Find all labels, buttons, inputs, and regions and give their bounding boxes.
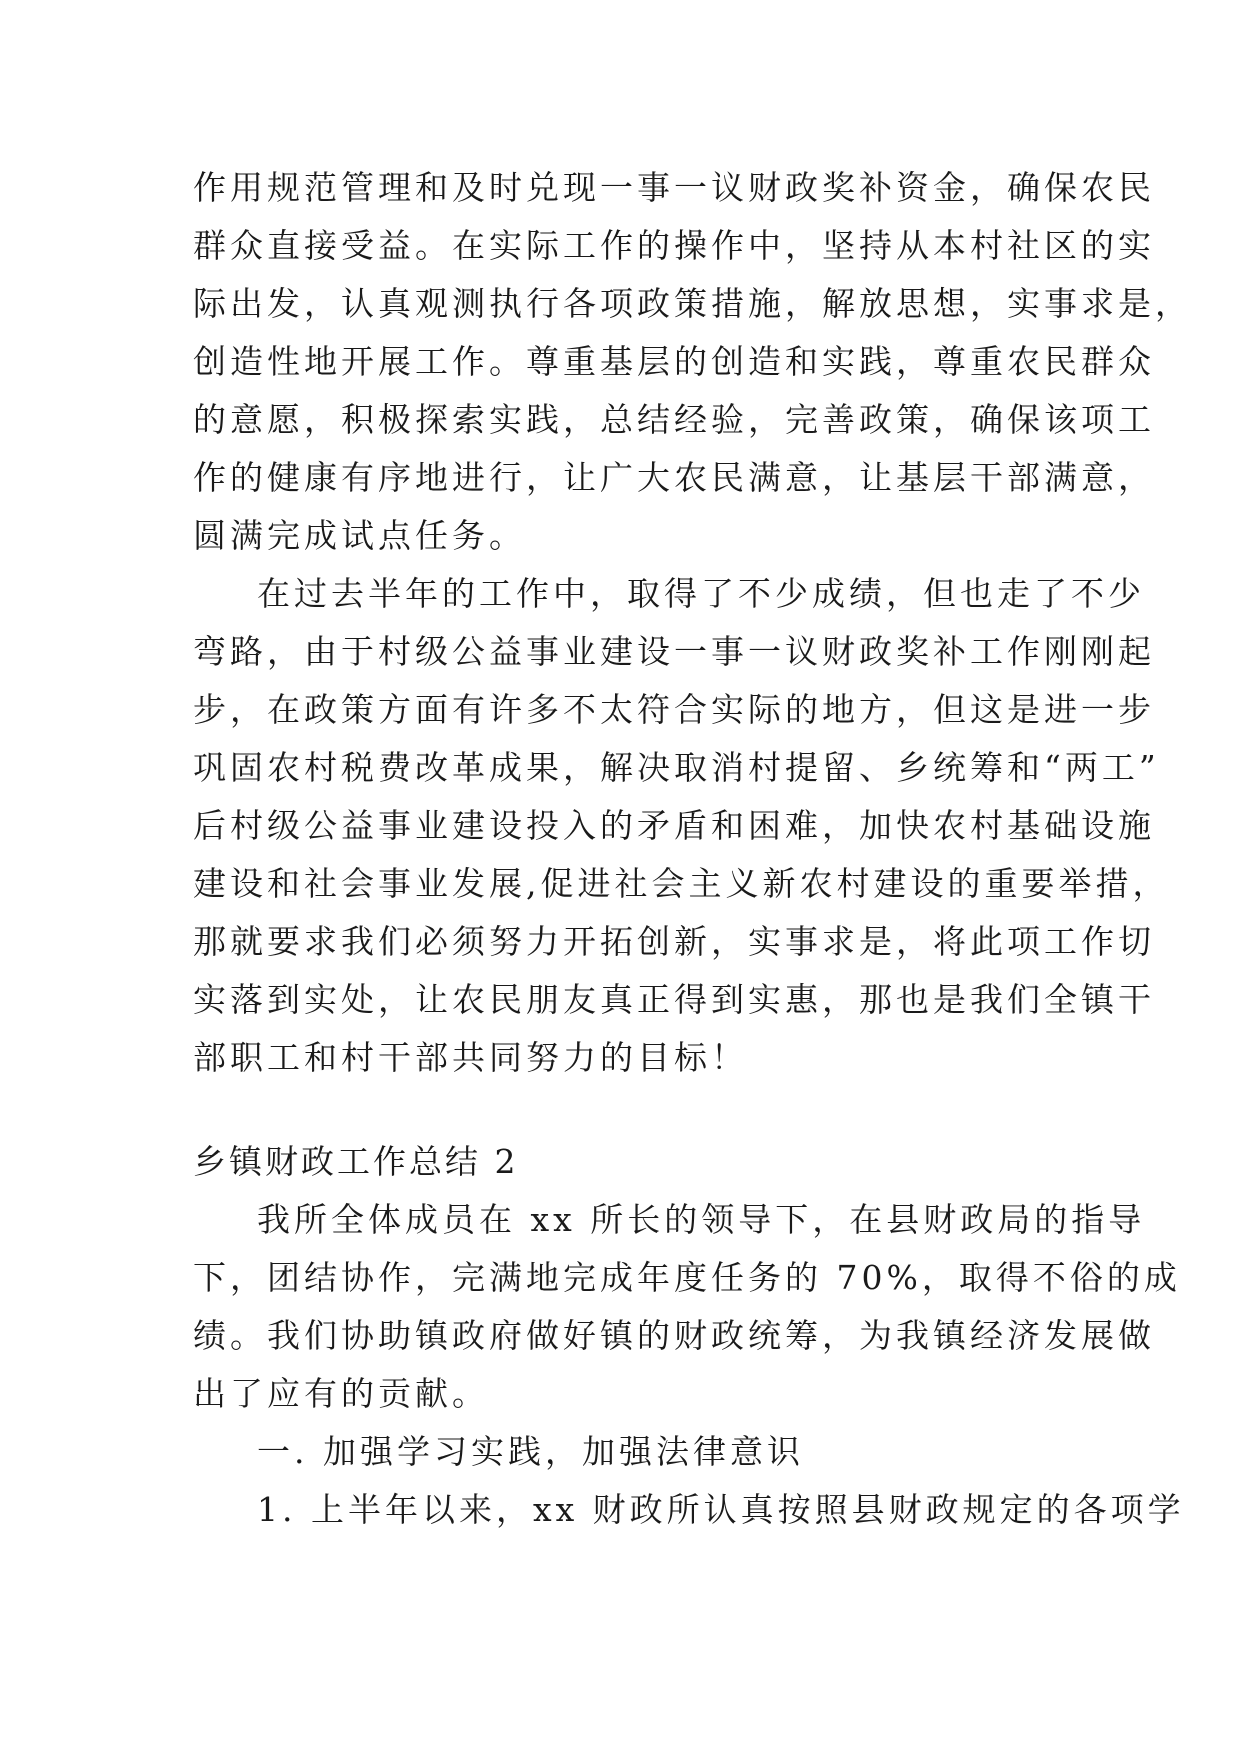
paragraph-line: 作的健康有序地进行，让广大农民满意，让基层干部满意， bbox=[193, 458, 1155, 497]
paragraph-line: 部职工和村干部共同努力的目标！ bbox=[193, 1038, 748, 1077]
paragraph-line: 绩。我们协助镇政府做好镇的财政统筹，为我镇经济发展做 bbox=[193, 1316, 1155, 1355]
section-title: 乡镇财政工作总结 2 bbox=[193, 1142, 519, 1181]
paragraph-line: 实落到实处，让农民朋友真正得到实惠，那也是我们全镇干 bbox=[193, 980, 1155, 1019]
paragraph-line: 建设和社会事业发展,促进社会主义新农村建设的重要举措， bbox=[193, 864, 1170, 903]
paragraph-line: 际出发，认真观测执行各项政策措施，解放思想，实事求是， bbox=[193, 284, 1192, 323]
subheading: 一. 加强学习实践，加强法律意识 bbox=[257, 1432, 804, 1471]
paragraph-line: 那就要求我们必须努力开拓创新，实事求是，将此项工作切 bbox=[193, 922, 1155, 961]
paragraph-line: 圆满完成试点任务。 bbox=[193, 516, 526, 555]
paragraph-line: 我所全体成员在 xx 所长的领导下，在县财政局的指导 bbox=[257, 1200, 1146, 1239]
paragraph-line: 步，在政策方面有许多不太符合实际的地方，但这是进一步 bbox=[193, 690, 1155, 729]
paragraph-line: 弯路，由于村级公益事业建设一事一议财政奖补工作刚刚起 bbox=[193, 632, 1155, 671]
paragraph-line: 作用规范管理和及时兑现一事一议财政奖补资金，确保农民 bbox=[193, 168, 1155, 207]
paragraph-line: 后村级公益事业建设投入的矛盾和困难，加快农村基础设施 bbox=[193, 806, 1155, 845]
list-item: 1. 上半年以来，xx 财政所认真按照县财政规定的各项学 bbox=[257, 1490, 1185, 1529]
paragraph-line: 在过去半年的工作中，取得了不少成绩，但也走了不少 bbox=[257, 574, 1145, 613]
paragraph-line: 出了应有的贡献。 bbox=[193, 1374, 489, 1413]
paragraph-line: 的意愿，积极探索实践，总结经验，完善政策，确保该项工 bbox=[193, 400, 1155, 439]
paragraph-line: 群众直接受益。在实际工作的操作中，坚持从本村社区的实 bbox=[193, 226, 1155, 265]
paragraph-line: 巩固农村税费改革成果，解决取消村提留、乡统筹和“两工” bbox=[193, 748, 1160, 787]
paragraph-line: 下，团结协作，完满地完成年度任务的 70%，取得不俗的成 bbox=[193, 1258, 1181, 1297]
paragraph-line: 创造性地开展工作。尊重基层的创造和实践，尊重农民群众 bbox=[193, 342, 1155, 381]
